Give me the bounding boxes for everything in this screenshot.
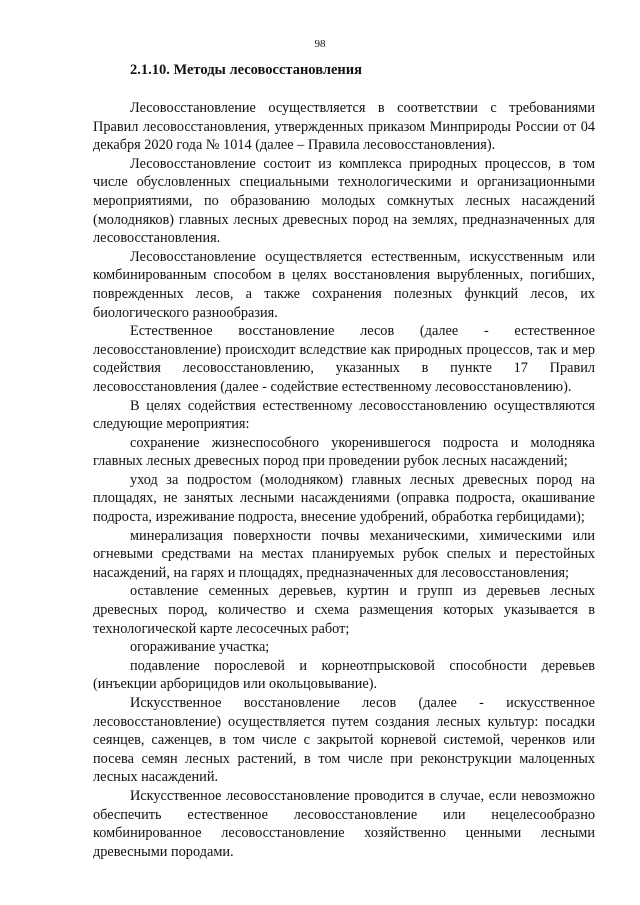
paragraph: Лесовосстановление состоит из комплекса природных процессов, в том числе обусловленных специальными технологическими и организационными мероприятиями, по образованию молодых сомкнутых лесных насаждений (молодняков) главных лесных древесных пород на землях, предназначенных для лесовосстановления.: [93, 155, 595, 247]
paragraph: Лесовосстановление осуществляется естественным, искусственным или комбинированным способом в целях восстановления вырубленных, погибших, поврежденных лесов, а также сохранения полезных функций лесов, их биологического разнообразия.: [93, 248, 595, 321]
paragraph: Искусственное восстановление лесов (далее - искусственное лесовосстановление) осуществляется путем создания лесных культур: посадки сеянцев, саженцев, в том числе с закрытой корневой системой, черенков или посева семян лесных растений, в том числе при реконструкции малоценных лесных насаждений.: [93, 695, 595, 786]
list-item: минерализация поверхности почвы механическими, химическими или огневыми средствами на местах планируемых рубок спелых и перестойных насаждений, на гарях и площадях, предназначенных для лесовосстановления;: [93, 527, 595, 581]
list-item: огораживание участка;: [130, 639, 270, 656]
paragraph: Естественное восстановление лесов (далее - естественное лесовосстановление) происходит вследствие как природных процессов, так и мер содействия лесовосстановлению, указанных в пункте 17 Правил лесовосстановления (далее - содействие естественному лесовосстановлению).: [93, 323, 595, 395]
list-item: сохранение жизнеспособного укоренившегося подроста и молодняка главных лесных древесных пород при проведении рубок лесных насаждений;: [93, 434, 595, 470]
paragraph: В целях содействия естественному лесовосстановлению осуществляются следующие мероприятия:: [93, 397, 595, 433]
paragraph: Лесовосстановление осуществляется в соответствии с требованиями Правил лесовосстановления, утвержденных приказом Минприроды России от 04 декабря 2020 года № 1014 (далее – Правила лесовосстановления).: [93, 100, 595, 154]
list-item: уход за подростом (молодняком) главных лесных древесных пород на площадях, не занятых лесными насаждениями (оправка подроста, окашивание подроста, изреживание подроста, внесение удобрений, обработка гербицидами);: [93, 471, 595, 526]
page-number: 98: [314, 38, 326, 50]
paragraph: Искусственное лесовосстановление проводится в случае, если невозможно обеспечить естественное лесовосстановление или нецелесообразно комбинированное лесовосстановление хозяйственно ценными лесными древесными породами.: [93, 787, 595, 860]
list-item: подавление порослевой и корнеотпрысковой способности деревьев (инъекции арборицидов или окольцовывание).: [93, 657, 595, 693]
list-item: оставление семенных деревьев, куртин и групп из деревьев лесных древесных пород, количество и схема размещения которых указывается в технологической карте лесосечных работ;: [93, 583, 595, 637]
body-text: [93, 99, 595, 861]
section-heading: 2.1.10. Методы лесовосстановления: [130, 62, 362, 78]
